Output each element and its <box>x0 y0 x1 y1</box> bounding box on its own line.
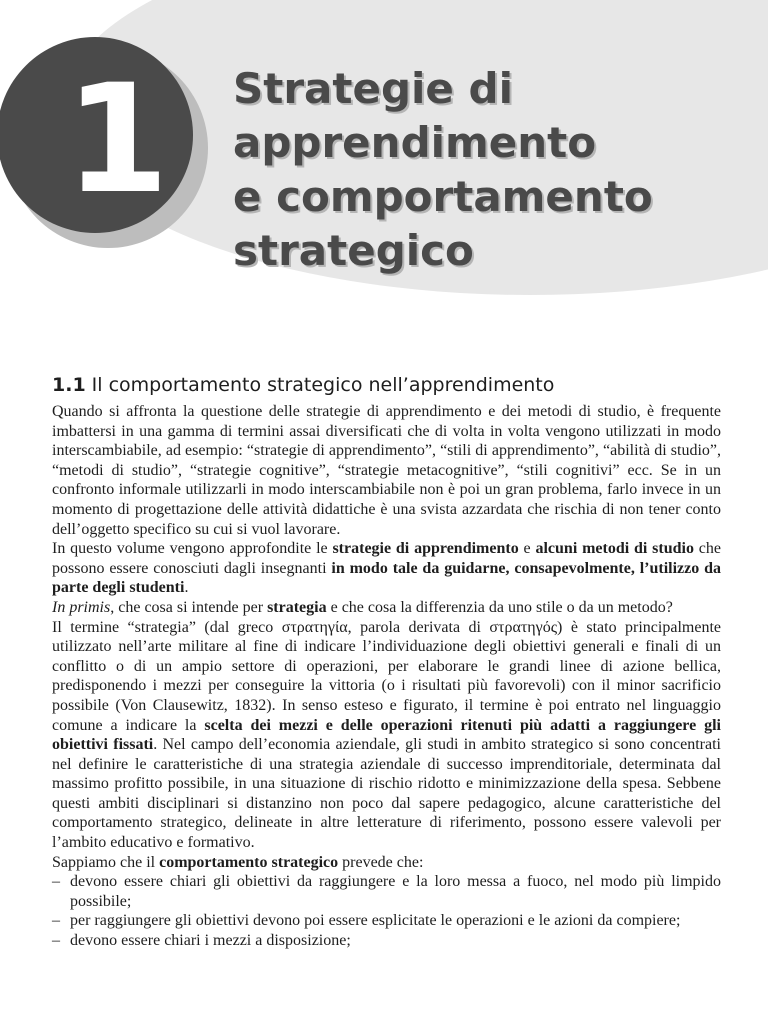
chapter-title-line: apprendimento <box>233 118 597 167</box>
paragraph-question <box>52 598 721 618</box>
list-item <box>52 931 721 951</box>
bold-run: scelta dei mezzi e delle operazioni ritenuti più adatti a raggiungere gli obiettivi fissati <box>52 716 721 754</box>
chapter-title-line: strategico <box>233 226 474 275</box>
text-run: Il termine “strategia” (dal greco στρατηγία, parola derivata di στρατηγός) è stato principalmente utilizzato nell’arte militare al fine di indicare l’individuazione degli obiettivi generali e finali di un conflitto o di un ampio settore di operazioni, per elaborare le grandi linee di azione bellica, predisponendo i mezzi per conseguire la vittoria (o i risultati più favorevoli) con il minor sacrificio possibile (Von Clausewitz, 1832). In senso esteso e figurato, il termine è poi entrato nel linguaggio comune a indicare la <box>52 618 721 734</box>
text-run: prevede che: <box>338 853 424 871</box>
bold-run: strategie di apprendimento <box>332 540 519 558</box>
text-run: . <box>184 579 189 597</box>
italic-run: In primis <box>52 598 111 616</box>
list-item-text: per raggiungere gli obiettivi devono poi essere esplicitate le operazioni e le azioni da compiere; <box>70 912 681 930</box>
chapter-title-line: Strategie di <box>233 64 513 113</box>
text-run: In questo volume vengono approfondite le <box>52 540 333 558</box>
chapter-title-line: e comportamento <box>233 172 653 221</box>
list-item <box>52 872 721 911</box>
text-run: e che cosa la differenzia da uno stile o da un metodo? <box>326 598 673 616</box>
chapter-header <box>0 0 768 300</box>
dash-bullet: – <box>52 873 60 891</box>
section-number: 1.1 <box>52 374 86 396</box>
paragraph-intro: Quando si affronta la questione delle strategie di apprendimento e dei metodi di studio, è frequente imbattersi in una gamma di termini assai diversificati che di volta in volta vengono utilizzati in modo interscambiabile, ad esempio: “strategie di apprendimento”, “stili di apprendimento”, “abilità di studio”, “metodi di studio”, “strategie cognitive”, “strategie metacognitive”, “stili cognitivi” ecc. Se in un confronto informale utilizzarli in modo interscambiabile non è poi un gran problema, farlo invece in un momento di progettazione delle attività didattiche è una svista azzardata che rischia di non tener conto dell’oggetto specifico su cui si vuol lavorare. <box>52 403 721 538</box>
bold-run: alcuni metodi di studio <box>535 540 694 558</box>
chapter-title <box>233 62 653 278</box>
paragraph-strategy-definition <box>52 618 721 853</box>
text-run: . Nel campo dell’economia aziendale, gli studi in ambito strategico si sono concentrati nel definire le caratteristiche di una strategia aziendale di successo imprenditoriale, determinata dal massimo profitto possibile, in una situazione di rischio ridotto e minimizzazione della spesa. Sebbene questi ambiti disciplinari si distanzino non poco dal sapere pedagogico, alcune caratteristiche del comportamento strategico, delineate in altre letterature di riferimento, possono essere valevoli per l’ambito educativo e formativo. <box>52 736 721 852</box>
section-title: Il comportamento strategico nell’apprendimento <box>91 374 555 396</box>
list-item-text: devono essere chiari i mezzi a disposizione; <box>70 932 351 950</box>
text-run: che possono essere conosciuti dagli insegnanti <box>52 540 722 577</box>
paragraph-volume-focus <box>52 539 721 598</box>
list-item-text: devono essere chiari gli obiettivi da raggiungere e la loro messa a fuoco, nel modo più limpido possibile; <box>70 873 721 910</box>
list-item <box>52 911 721 931</box>
strategic-behavior-list <box>52 872 721 950</box>
chapter-number: 1 <box>64 53 170 227</box>
bold-run: in modo tale da guidarne, consapevolmente, l’utilizzo da parte degli studenti <box>52 559 721 597</box>
dash-bullet: – <box>52 912 60 930</box>
bold-run: strategia <box>267 598 327 616</box>
text-run: Sappiamo che il <box>52 853 160 871</box>
paragraph-list-intro <box>52 853 721 873</box>
bold-run: comportamento strategico <box>159 853 339 871</box>
section-heading <box>52 372 554 398</box>
dash-bullet: – <box>52 932 60 950</box>
text-run: e <box>518 540 536 558</box>
body-text <box>52 402 721 951</box>
text-run: , che cosa si intende per <box>110 598 268 616</box>
